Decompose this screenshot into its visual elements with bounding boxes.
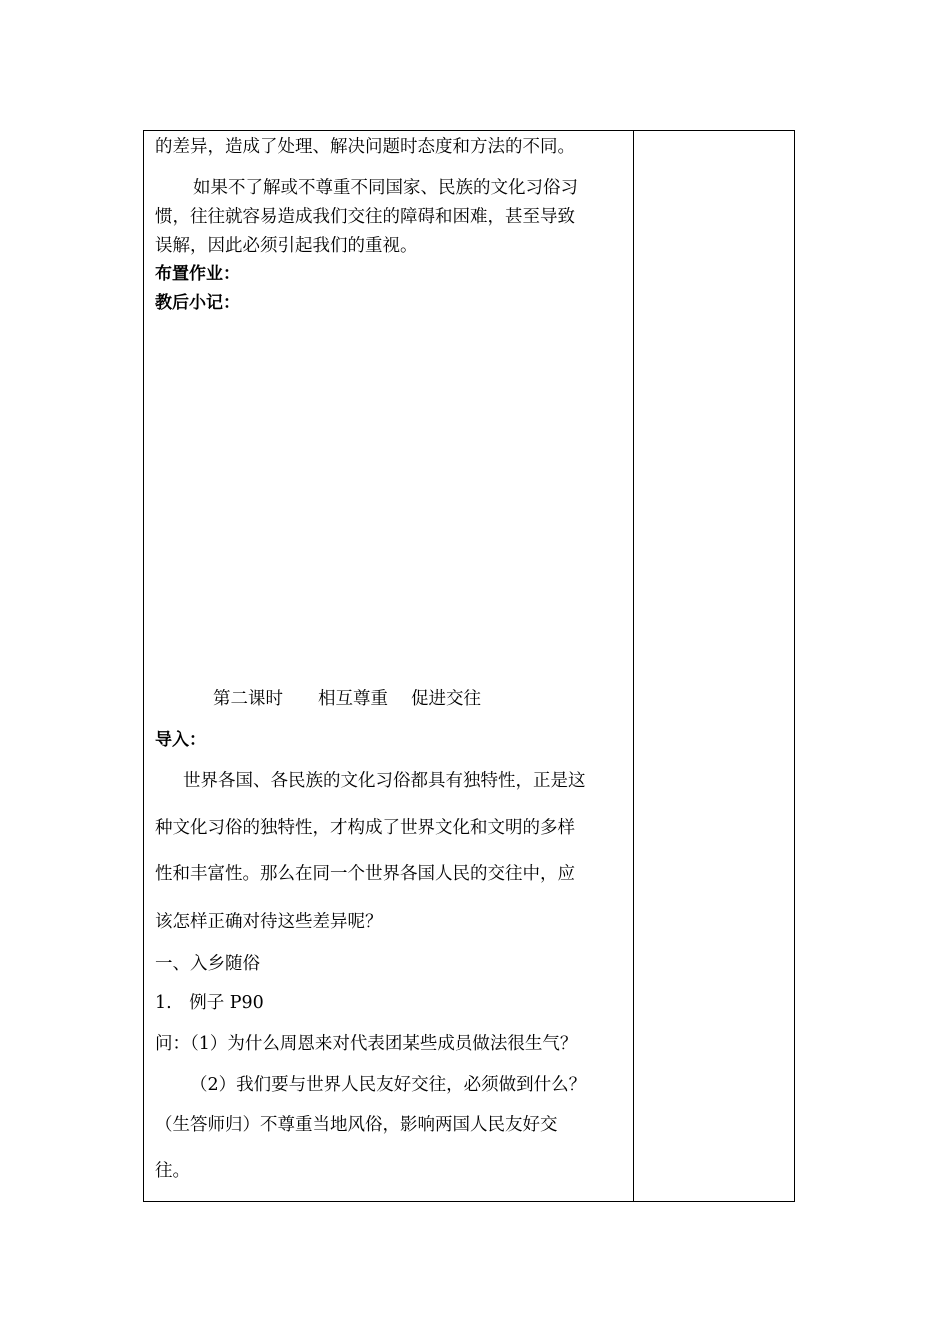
homework-heading: 布置作业： [155, 264, 240, 284]
post-class-notes-heading: 教后小记： [155, 293, 240, 313]
text-line: 的差异，造成了处理、解决问题时态度和方法的不同。 [155, 137, 575, 157]
intro-heading: 导入： [155, 730, 206, 750]
question-line: 问：（1）为什么周恩来对代表团某些成员做法很生气？ [155, 1034, 578, 1054]
lesson-title: 第二课时 相互尊重 促进交往 [213, 689, 482, 709]
answer-line: 往。 [155, 1161, 190, 1181]
text-line: 世界各国、各民族的文化习俗都具有独特性，正是这 [183, 771, 586, 791]
text-line: 种文化习俗的独特性，才构成了世界文化和文明的多样 [155, 818, 575, 838]
section-heading: 一、入乡随俗 [155, 954, 260, 974]
text-line: 性和丰富性。那么在同一个世界各国人民的交往中，应 [155, 864, 575, 884]
answer-line: （生答师归）不尊重当地风俗，影响两国人民友好交 [155, 1115, 558, 1135]
text-line: 该怎样正确对待这些差异呢？ [155, 912, 383, 932]
text-line: 如果不了解或不尊重不同国家、民族的文化习俗习 [193, 178, 578, 198]
text-line: 误解，因此必须引起我们的重视。 [155, 236, 418, 256]
list-item: 1. 例子 P90 [155, 993, 264, 1013]
column-divider [633, 131, 634, 1201]
question-line: （2）我们要与世界人民友好交往，必须做到什么？ [190, 1075, 587, 1095]
text-line: 惯，往往就容易造成我们交往的障碍和困难，甚至导致 [155, 207, 575, 227]
